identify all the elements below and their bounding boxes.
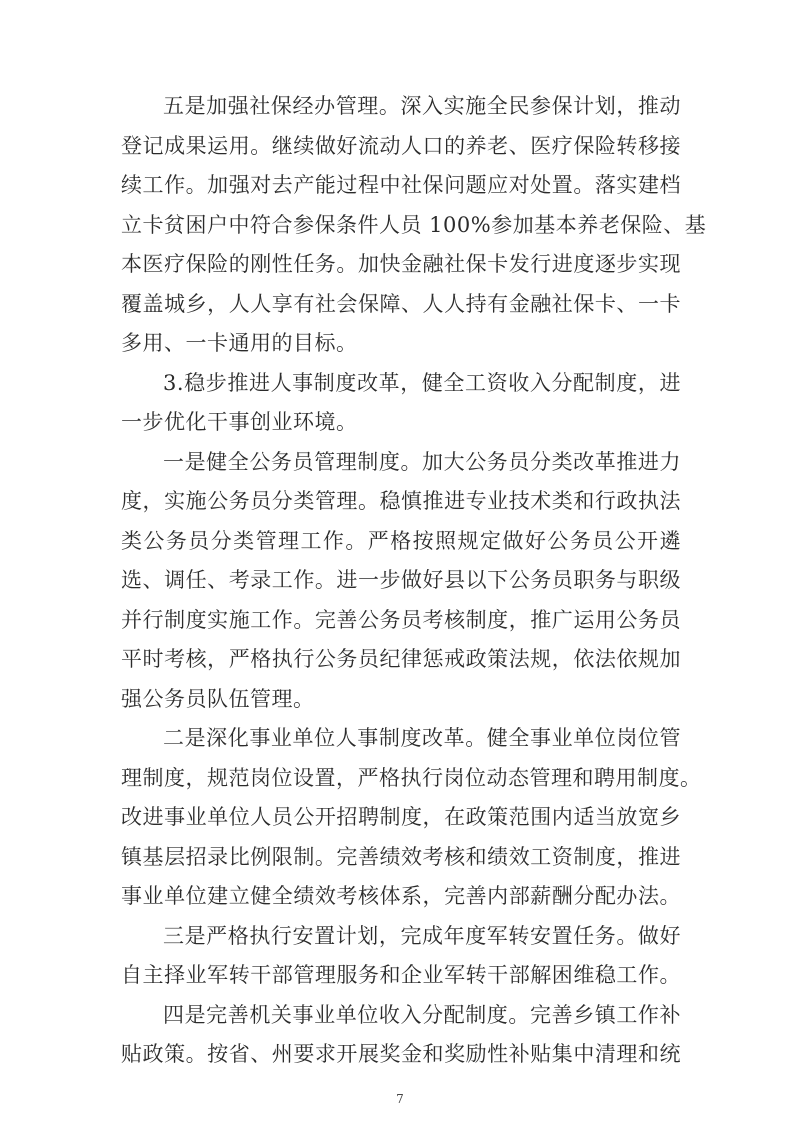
paragraph-2-line-1: 3.稳步推进人事制度改革，健全工资收入分配制度，进 — [163, 371, 681, 395]
paragraph-3-line-2: 度，实施公务员分类管理。稳慎推进专业技术类和行政执法 — [121, 489, 681, 513]
paragraph-5-line-1: 三是严格执行安置计划，完成年度军转安置任务。做好 — [163, 924, 681, 948]
paragraph-3-line-5: 并行制度实施工作。完善公务员考核制度，推广运用公务员 — [121, 608, 681, 632]
paragraph-2-line-2: 一步优化干事创业环境。 — [121, 410, 358, 434]
paragraph-4-line-3: 改进事业单位人员公开招聘制度，在政策范围内适当放宽乡 — [121, 805, 681, 829]
paragraph-1-line-2: 登记成果运用。继续做好流动人口的养老、医疗保险转移接 — [121, 134, 681, 158]
paragraph-4-line-2: 理制度，规范岗位设置，严格执行岗位动态管理和聘用制度。 — [121, 766, 702, 790]
paragraph-4-line-1: 二是深化事业单位人事制度改革。健全事业单位岗位管 — [163, 726, 681, 750]
paragraph-1-line-5: 本医疗保险的刚性任务。加快金融社保卡发行进度逐步实现 — [121, 252, 681, 276]
paragraph-3-line-6: 平时考核，严格执行公务员纪律惩戒政策法规，依法依规加 — [121, 647, 681, 671]
page-number: 7 — [396, 1092, 404, 1106]
paragraph-3-line-4: 选、调任、考录工作。进一步做好县以下公务员职务与职级 — [121, 568, 681, 592]
paragraph-3-line-7: 强公务员队伍管理。 — [121, 687, 315, 711]
paragraph-6-line-2: 贴政策。按省、州要求开展奖金和奖励性补贴集中清理和统 — [121, 1042, 681, 1066]
paragraph-3-line-1: 一是健全公务员管理制度。加大公务员分类改革推进力 — [163, 450, 681, 474]
paragraph-1-line-3: 续工作。加强对去产能过程中社保问题应对处置。落实建档 — [121, 173, 681, 197]
paragraph-3-line-3: 类公务员分类管理工作。严格按照规定做好公务员公开遴 — [121, 529, 681, 553]
paragraph-1-line-6: 覆盖城乡，人人享有社会保障、人人持有金融社保卡、一卡 — [121, 292, 681, 316]
paragraph-5-line-2: 自主择业军转干部管理服务和企业军转干部解困维稳工作。 — [121, 963, 681, 987]
paragraph-1-line-7: 多用、一卡通用的目标。 — [121, 331, 358, 355]
paragraph-1-line-4: 立卡贫困户中符合参保条件人员 100%参加基本养老保险、基 — [121, 213, 707, 237]
paragraph-4-line-5: 事业单位建立健全绩效考核体系，完善内部薪酬分配办法。 — [121, 884, 681, 908]
paragraph-1-line-1: 五是加强社保经办管理。深入实施全民参保计划，推动 — [163, 94, 681, 118]
paragraph-4-line-4: 镇基层招录比例限制。完善绩效考核和绩效工资制度，推进 — [121, 845, 681, 869]
paragraph-6-line-1: 四是完善机关事业单位收入分配制度。完善乡镇工作补 — [163, 1003, 681, 1027]
